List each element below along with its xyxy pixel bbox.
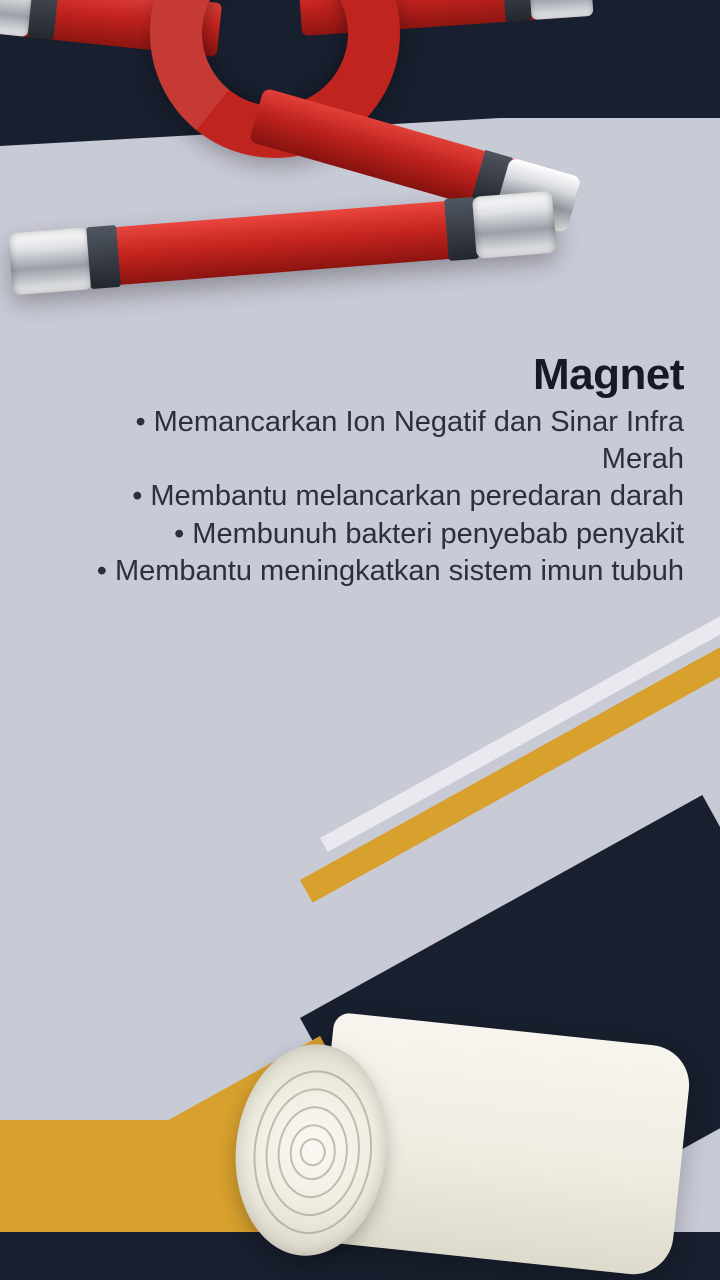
page-title: Magnet <box>533 350 684 399</box>
magnet-illustration <box>0 0 620 322</box>
content-block <box>74 352 684 590</box>
list-item: • Membantu meningkatkan sistem imun tubuh <box>96 554 684 587</box>
decor-light-sliver <box>320 605 720 852</box>
magnet-tip-dark-left <box>28 0 60 40</box>
magnet-bar-dark-left <box>86 225 121 289</box>
magnet-bar-cap-left <box>8 227 93 295</box>
list-item: • Membunuh bakteri penyebab penyakit <box>174 517 684 550</box>
rolled-mattress-illustration <box>236 1022 656 1280</box>
magnet-bar-cap-right <box>472 191 557 259</box>
magnet-bar-lower <box>9 193 557 294</box>
magnet-tip-right <box>528 0 594 20</box>
magnet-tip-dark-right <box>502 0 532 22</box>
benefit-list <box>74 404 684 590</box>
list-item: • Membantu melancarkan peredaran darah <box>132 480 684 513</box>
list-item: • Memancarkan Ion Negatif dan Sinar Infra Merah <box>135 406 684 476</box>
